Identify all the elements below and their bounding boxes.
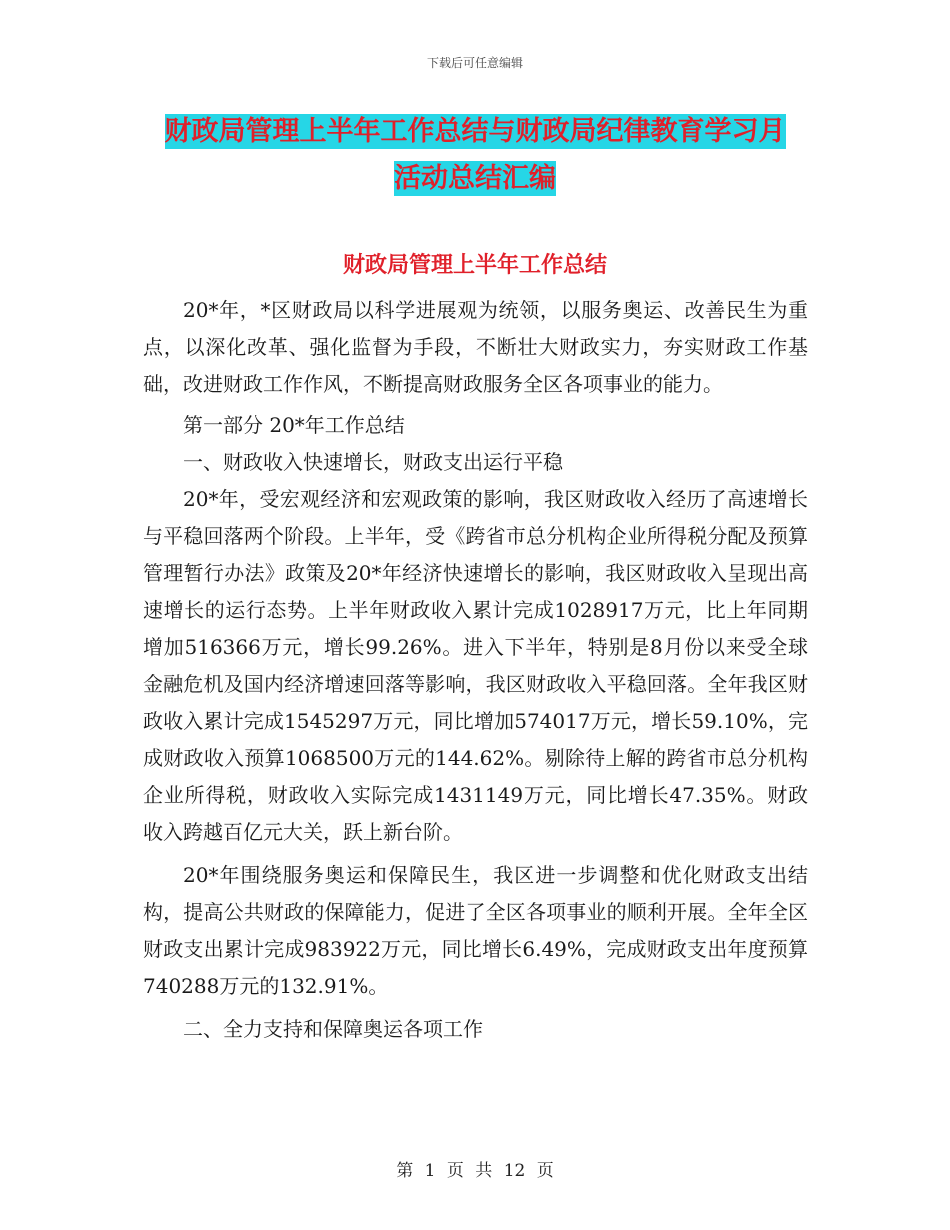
subheading-revenue: 一、财政收入快速增长，财政支出运行平稳 xyxy=(183,450,563,474)
document-title xyxy=(130,108,820,202)
page-header-note: 下载后可任意编辑 xyxy=(426,56,523,70)
paragraph-expenditure: 20*年围绕服务奥运和保障民生，我区进一步调整和优化财政支出结构，提高公共财政的保障能力，促进了全区各项事业的顺利开展。全年全区财政支出累计完成983922万元，同比增长6.49%，完成财政支出年度预算740288万元的132.91%。 xyxy=(143,863,808,998)
document-body xyxy=(143,292,808,1048)
subheading-olympics: 二、全力支持和保障奥运各项工作 xyxy=(183,1017,483,1041)
part-heading: 第一部分 20*年工作总结 xyxy=(183,413,405,437)
document-title-line1: 财政局管理上半年工作总结与财政局纪律教育学习月 xyxy=(164,116,786,147)
document-title-line2: 活动总结汇编 xyxy=(394,163,556,194)
section-title: 财政局管理上半年工作总结 xyxy=(342,253,607,278)
paragraph-revenue: 20*年，受宏观经济和宏观政策的影响，我区财政收入经历了高速增长与平稳回落两个阶段。上半年，受《跨省市总分机构企业所得税分配及预算管理暂行办法》政策及20*年经济快速增长的影响，我区财政收入呈现出高速增长的运行态势。上半年财政收入累计完成1028917万元，比上年同期增加516366万元，增长99.26%。进入下半年，特别是8月份以来受全球金融危机及国内经济增速回落等影响，我区财政收入平稳回落。全年我区财政收入累计完成1545297万元，同比增加574017万元，增长59.10%，完成财政收入预算1068500万元的144.62%。剔除待上解的跨省市总分机构企业所得税，财政收入实际完成1431149万元，同比增长47.35%。财政收入跨越百亿元大关，跃上新台阶。 xyxy=(143,487,808,844)
page-number-footer: 第 1 页 共 12 页 xyxy=(396,1161,554,1181)
paragraph-intro: 20*年，*区财政局以科学进展观为统领，以服务奥运、改善民生为重点，以深化改革、强化监督为手段，不断壮大财政实力，夯实财政工作基础，改进财政工作作风，不断提高财政服务全区各项事业的能力。 xyxy=(143,298,808,396)
